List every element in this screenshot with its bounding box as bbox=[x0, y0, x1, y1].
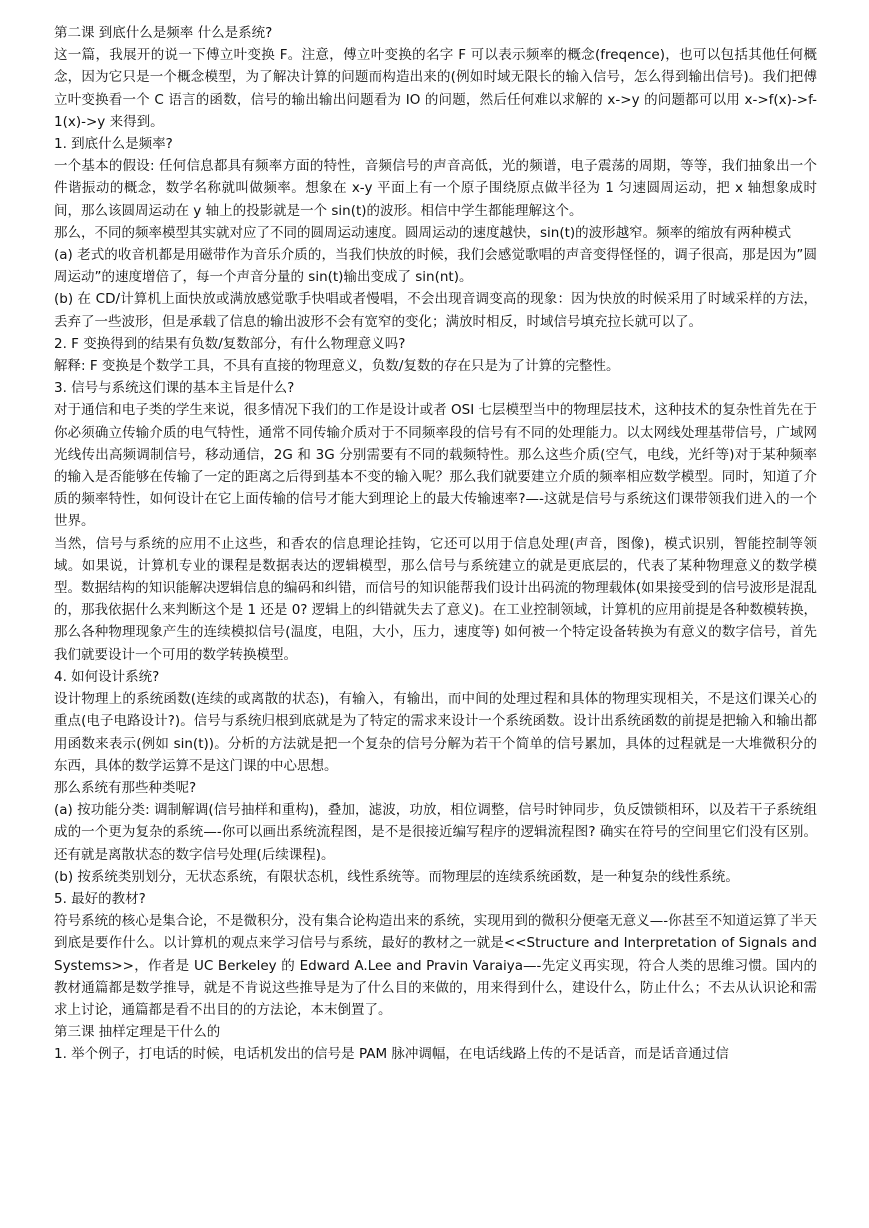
lesson-3-paragraph-1: 1. 举个例子，打电话的时候，电话机发出的信号是 PAM 脉冲调幅，在电话线路上传的不是话音，而是话音通过信 bbox=[54, 1046, 729, 1063]
frequency-scaling-paragraph: 那么，不同的频率模型其实就对应了不同的圆周运动速度。圆周运动的速度越快，sin(t)的波形越窄。频率的缩放有两种模式 bbox=[54, 224, 792, 241]
system-types-question: 那么系统有那些种类呢? bbox=[54, 779, 197, 796]
section-1-heading: 1. 到底什么是频率? bbox=[54, 136, 173, 153]
lesson-2-title: 第二课 到底什么是频率 什么是系统? bbox=[54, 25, 273, 41]
section-3-heading: 3. 信号与系统这们课的基本主旨是什么? bbox=[54, 380, 295, 397]
section-2-heading: 2. F 变换得到的结果有负数/复数部分，有什么物理意义吗? bbox=[54, 335, 406, 352]
applications-paragraph: 当然，信号与系统的应用不止这些，和香农的信息理论挂钩，它还可以用于信息处理(声音，图像)，模式识别，智能控制等领域。如果说，计算机专业的课程是数据表达的逻辑模型，那么信号与系统建立的就是更底层的，代表了某种物理意义的数学模型。数据结构的知识能解决逻辑信息的编码和纠错，而信号的知识能帮我们设计出码流的物理载体(如果接受到的信号波形是混乱的，那我依据什么来判断这个是 1 还是 0? 逻辑上的纠错就失去了意义)。在工业控制领域，计算机的应用前提是各种数模转换，那么各种物理现象产生的连续模拟信号(温度，电阻，大小，压力，速度等) 如何被一个特定设备转换为有意义的数字信号，首先我们就要设计一个可用的数学转换模型。 bbox=[54, 535, 817, 663]
frequency-assumption-paragraph: 一个基本的假设: 任何信息都具有频率方面的特性，音频信号的声音高低，光的频谱，电子震荡的周期，等等，我们抽象出一个件谐振动的概念，数学名称就叫做频率。想象在 x-y 平面上有一个原子围绕原点做半径为 1 匀速圆周运动，把 x 轴想象成时间，那么该圆周运动在 y 轴上的投影就是一个 sin(t)的波形。相信中学生都能理解这个。 bbox=[54, 158, 817, 219]
system-types-a: (a) 按功能分类: 调制解调(信号抽样和重构)，叠加，滤波，功放，相位调整，信号时钟同步，负反馈锁相环，以及若干子系统组成的一个更为复杂的系统—-你可以画出系统流程图，是不是很接近编写程序的逻辑流程图? 确实在符号的空间里它们没有区别。还有就是离散状态的数字信号处理(后续课程)。 bbox=[54, 802, 817, 863]
system-types-b: (b) 按系统类别划分，无状态系统，有限状态机，线性系统等。而物理层的连续系统函数，是一种复杂的线性系统。 bbox=[54, 868, 739, 885]
intro-paragraph: 这一篇，我展开的说一下傅立叶变换 F。注意，傅立叶变换的名字 F 可以表示频率的概念(freqence)，也可以包括其他任何概念，因为它只是一个概念模型，为了解决计算的问题而构造出来的(例如时域无限长的输入信号，怎么得到输出信号)。我们把傅立叶变换看一个 C 语言的函数，信号的输出输出问题看为 IO 的问题，然后任何难以求解的 x->y 的问题都可以用 x->f(x)->f-1(x)->y 来得到。 bbox=[54, 47, 817, 130]
section-5-heading: 5. 最好的教材? bbox=[54, 890, 146, 907]
section-2-answer: 解释: F 变换是个数学工具，不具有直接的物理意义，负数/复数的存在只是为了计算的完整性。 bbox=[54, 358, 620, 375]
section-4-heading: 4. 如何设计系统? bbox=[54, 668, 160, 685]
system-design-paragraph: 设计物理上的系统函数(连续的或离散的状态)，有输入，有输出，而中间的处理过程和具体的物理实现相关，不是这们课关心的重点(电子电路设计?)。信号与系统归根到底就是为了特定的需求来设计一个系统函数。设计出系统函数的前提是把输入和输出都用函数来表示(例如 sin(t))。分析的方法就是把一个复杂的信号分解为若干个简单的信号累加，具体的过程就是一大堆微积分的东西，具体的数学运算不是这门课的中心思想。 bbox=[54, 691, 817, 774]
communication-paragraph: 对于通信和电子类的学生来说，很多情况下我们的工作是设计或者 OSI 七层模型当中的物理层技术，这种技术的复杂性首先在于你必须确立传输介质的电气特性，通常不同传输介质对于不同频率段的信号有不同的处理能力。以太网线处理基带信号，广域网光线传出高频调制信号，移动通信，2G 和 3G 分别需要有不同的载频特性。那么这些介质(空气，电线，光纤等)对于某种频率的输入是否能够在传输了一定的距离之后得到基本不变的输入呢？那么我们就要建立介质的频率相应数学模型。同时，知道了介质的频率特性，如何设计在它上面传输的信号才能大到理论上的最大传输速率?—-这就是信号与系统这们课带领我们进入的一个世界。 bbox=[54, 402, 817, 530]
textbook-paragraph: 符号系统的核心是集合论，不是微积分，没有集合论构造出来的系统，实现用到的微积分便毫无意义—-你甚至不知道运算了半天到底是要作什么。以计算机的观点来学习信号与系统，最好的教材之一就是<<Structure and Interpretation of Signals and Systems>>，作者是 UC Berkeley 的 Edward A.Lee and Pravin Varaiya—-先定义再实现，符合人类的思维习惯。国内的教材通篇都是数学推导，就是不肯说这些推导是为了什么目的来做的，用来得到什么，建设什么，防止什么；不去从认识论和需求上讨论，通篇都是看不出目的的方法论，本末倒置了。 bbox=[54, 913, 817, 1018]
lesson-3-title: 第三课 抽样定理是干什么的 bbox=[54, 1024, 221, 1041]
scaling-mode-b: (b) 在 CD/计算机上面快放或满放感觉歌手快唱或者慢唱，不会出现音调变高的现象：因为快放的时候采用了时域采样的方法，丢弃了一些波形，但是承载了信息的输出波形不会有宽窄的变化；满放时相反，时域信号填充拉长就可以了。 bbox=[54, 291, 817, 330]
scaling-mode-a: (a) 老式的收音机都是用磁带作为音乐介质的，当我们快放的时候，我们会感觉歌唱的声音变得怪怪的，调子很高，那是因为”圆周运动”的速度增倍了，每一个声音分量的 sin(t)输出变成了 sin(nt)。 bbox=[54, 247, 817, 286]
